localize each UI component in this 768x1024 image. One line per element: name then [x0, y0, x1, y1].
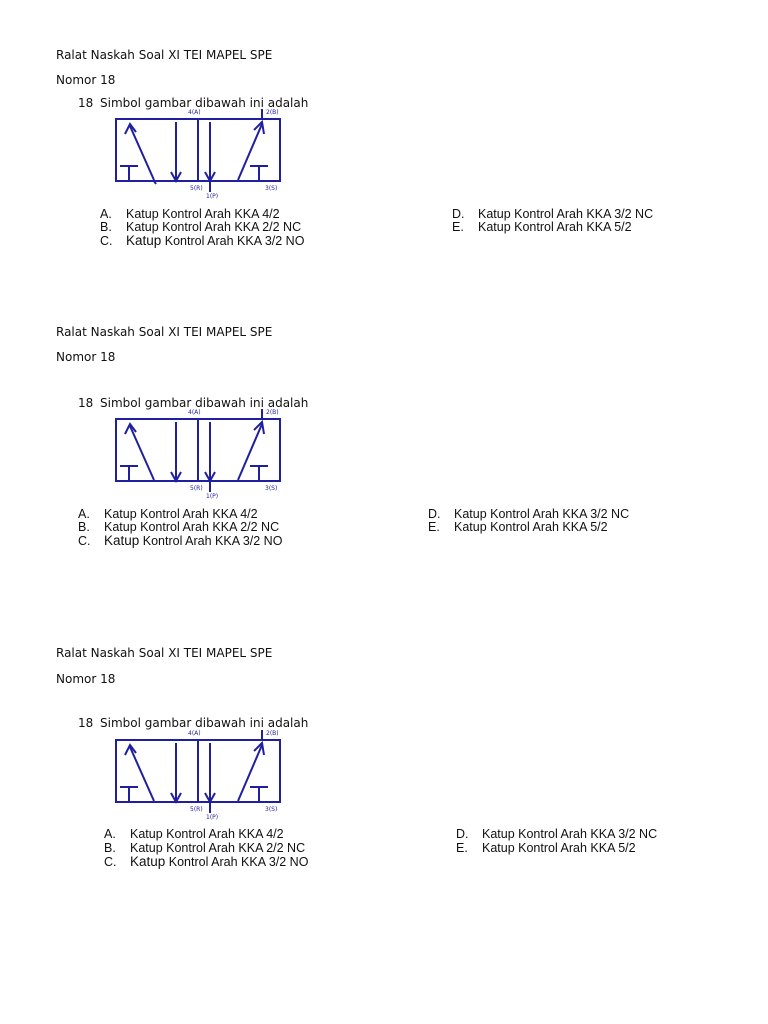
- label-port-s: 3(S): [265, 806, 278, 813]
- option-a[interactable]: A. Katup Kontrol Arah KKA 4/2: [100, 207, 280, 221]
- option-e[interactable]: E. Katup Kontrol Arah KKA 5/2: [452, 220, 632, 234]
- question-number: 18: [78, 96, 94, 110]
- option-a[interactable]: A. Katup Kontrol Arah KKA 4/2: [78, 507, 258, 521]
- label-port-b: 2(B): [266, 409, 279, 416]
- label-port-s: 3(S): [265, 185, 278, 192]
- option-d[interactable]: D. Katup Kontrol Arah KKA 3/2 NC: [428, 507, 630, 521]
- label-port-p: 1(P): [206, 493, 219, 500]
- question-text: Simbol gambar dibawah ini adalah: [100, 96, 309, 110]
- option-c[interactable]: C. Katup Kontrol Arah KKA 3/2 NO: [104, 854, 309, 869]
- block-header: Ralat Naskah Soal XI TEI MAPEL SPE: [56, 646, 273, 660]
- option-e[interactable]: E. Katup Kontrol Arah KKA 5/2: [428, 520, 608, 534]
- option-c[interactable]: C. Katup Kontrol Arah KKA 3/2 NO: [100, 233, 305, 248]
- block-nomor: Nomor 18: [56, 672, 116, 686]
- block-header: Ralat Naskah Soal XI TEI MAPEL SPE: [56, 325, 273, 339]
- question-text: Simbol gambar dibawah ini adalah: [100, 396, 309, 410]
- block-nomor: Nomor 18: [56, 73, 116, 87]
- flow-arrow-left: [130, 426, 154, 480]
- label-port-r: 5(R): [190, 485, 203, 492]
- option-a[interactable]: A. Katup Kontrol Arah KKA 4/2: [104, 827, 284, 841]
- label-port-p: 1(P): [206, 814, 219, 821]
- option-b[interactable]: B. Katup Kontrol Arah KKA 2/2 NC: [78, 520, 280, 534]
- label-port-a: 4(A): [188, 109, 201, 116]
- valve-symbol: [108, 404, 288, 500]
- label-port-s: 3(S): [265, 485, 278, 492]
- label-port-p: 1(P): [206, 193, 219, 200]
- question-number: 18: [78, 396, 94, 410]
- question-number: 18: [78, 716, 94, 730]
- block-nomor: Nomor 18: [56, 350, 116, 364]
- block-header: Ralat Naskah Soal XI TEI MAPEL SPE: [56, 48, 273, 62]
- option-d[interactable]: D. Katup Kontrol Arah KKA 3/2 NC: [456, 827, 658, 841]
- option-e[interactable]: E. Katup Kontrol Arah KKA 5/2: [456, 841, 636, 855]
- option-d[interactable]: D. Katup Kontrol Arah KKA 3/2 NC: [452, 207, 654, 221]
- question-text: Simbol gambar dibawah ini adalah: [100, 716, 309, 730]
- option-c[interactable]: C. Katup Kontrol Arah KKA 3/2 NO: [78, 533, 283, 548]
- label-port-b: 2(B): [266, 730, 279, 737]
- label-port-a: 4(A): [188, 409, 201, 416]
- label-port-r: 5(R): [190, 185, 203, 192]
- valve-symbol: [108, 725, 288, 821]
- flow-arrow-left: [130, 747, 154, 801]
- label-port-r: 5(R): [190, 806, 203, 813]
- label-port-a: 4(A): [188, 730, 201, 737]
- label-port-b: 2(B): [266, 109, 279, 116]
- option-b[interactable]: B. Katup Kontrol Arah KKA 2/2 NC: [104, 841, 306, 855]
- option-b[interactable]: B. Katup Kontrol Arah KKA 2/2 NC: [100, 220, 302, 234]
